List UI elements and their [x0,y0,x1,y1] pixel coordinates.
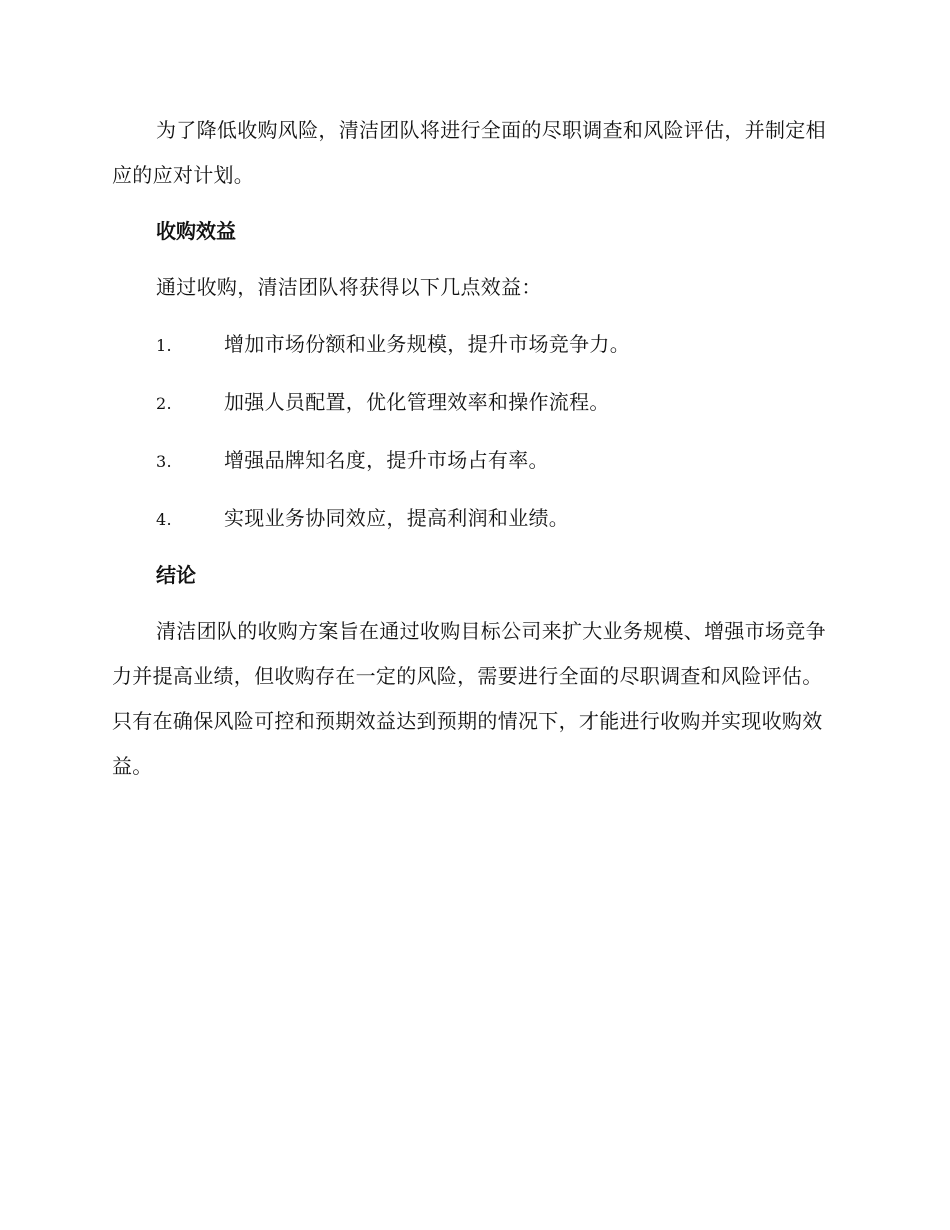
risk-paragraph: 为了降低收购风险，清洁团队将进行全面的尽职调查和风险评估，并制定相应的应对计划。 [112,118,826,187]
list-item [112,496,830,542]
list-item-text: 加强人员配置，优化管理效率和操作流程。 [224,390,610,414]
document-page [112,108,830,789]
list-item-number: 3. [156,452,172,471]
list-item-text: 增强品牌知名度，提升市场占有率。 [224,448,549,472]
benefits-intro: 通过收购，清洁团队将获得以下几点效益： [156,275,542,299]
list-item-number: 2. [156,394,172,413]
list-item-text: 增加市场份额和业务规模，提升市场竞争力。 [224,332,630,356]
list-item [112,322,830,368]
list-item [112,380,830,426]
list-item-number: 4. [156,510,172,529]
list-item-number: 1. [156,336,172,355]
benefits-list [112,322,830,542]
list-item-text: 实现业务协同效应，提高利润和业绩。 [224,506,570,530]
benefits-heading: 收购效益 [156,219,236,243]
conclusion-heading: 结论 [156,563,196,587]
list-item [112,438,830,484]
conclusion-paragraph: 清洁团队的收购方案旨在通过收购目标公司来扩大业务规模、增强市场竞争力并提高业绩，但收购存在一定的风险，需要进行全面的尽职调查和风险评估。只有在确保风险可控和预期效益达到预期的情况下，才能进行收购并实现收购效益。 [112,619,826,778]
